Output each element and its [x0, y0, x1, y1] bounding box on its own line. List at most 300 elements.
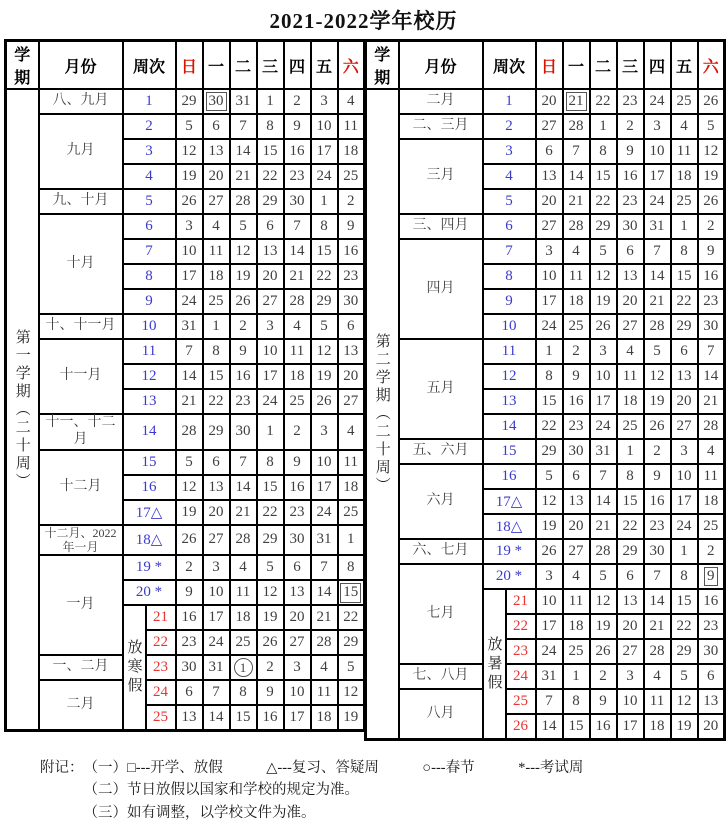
day-cell: 10: [536, 589, 563, 614]
day-cell: 31: [590, 439, 617, 464]
day-cell: 19: [590, 614, 617, 639]
month-cell: 六月: [399, 464, 483, 539]
day-cell: 11: [563, 589, 590, 614]
week-number: 24: [506, 664, 536, 689]
month-cell: 二、三月: [399, 114, 483, 139]
day-cell: 7: [311, 555, 338, 580]
day-cell: 8: [671, 564, 698, 589]
day-cell: 22: [311, 264, 338, 289]
week-number: 2: [483, 114, 536, 139]
day-cell: 1: [671, 539, 698, 564]
week-number: 23: [506, 639, 536, 664]
day-cell: 8: [536, 364, 563, 389]
day-cell: 20: [671, 389, 698, 414]
day-cell: 13: [536, 164, 563, 189]
day-cell: 29: [617, 539, 644, 564]
day-cell: 24: [644, 189, 671, 214]
day-cell: 30: [698, 639, 725, 664]
day-cell: 4: [338, 414, 365, 450]
day-cell: 12: [698, 139, 725, 164]
day-cell: 15: [257, 139, 284, 164]
day-cell: 17: [203, 605, 230, 630]
day-cell: 26: [536, 539, 563, 564]
day-cell: 12: [257, 580, 284, 605]
day-cell: 14: [284, 239, 311, 264]
day-cell: 18: [671, 164, 698, 189]
day-cell: 24: [671, 514, 698, 539]
header-semester: 学期: [366, 41, 399, 90]
day-cell: 1: [590, 114, 617, 139]
day-cell: 10: [257, 339, 284, 364]
day-cell: 19: [671, 714, 698, 740]
month-cell: 七月: [399, 564, 483, 664]
day-cell: 28: [698, 414, 725, 439]
day-cell: 3: [176, 214, 203, 239]
semester-label: 第一学期（二十周）: [6, 89, 39, 731]
day-cell: 20: [563, 514, 590, 539]
day-cell: 4: [671, 114, 698, 139]
day-cell: 22: [590, 89, 617, 114]
day-cell: 28: [644, 639, 671, 664]
day-cell: 19: [698, 164, 725, 189]
day-cell: 23: [563, 414, 590, 439]
day-cell: 14: [644, 589, 671, 614]
box-marker: 21: [566, 92, 587, 111]
page-title: 2021-2022学年校历: [269, 9, 458, 33]
day-cell: 28: [284, 289, 311, 314]
day-cell: 23: [230, 389, 257, 414]
day-cell: 16: [590, 714, 617, 740]
day-cell: 25: [203, 289, 230, 314]
day-cell: 9: [230, 339, 257, 364]
week-number: 16: [123, 475, 176, 500]
day-cell: 3: [536, 239, 563, 264]
day-cell: 28: [230, 189, 257, 214]
day-cell: 12: [644, 364, 671, 389]
day-cell: 14: [563, 164, 590, 189]
header-day-0: 日: [176, 41, 203, 90]
day-cell: 2: [338, 189, 365, 214]
month-cell: 二月: [39, 680, 123, 731]
header-day-3: 三: [257, 41, 284, 90]
day-cell: 29: [536, 439, 563, 464]
month-cell: 四月: [399, 239, 483, 339]
day-cell: 30: [284, 189, 311, 214]
day-cell: 24: [644, 89, 671, 114]
day-cell: 5: [536, 464, 563, 489]
header-day-3: 三: [617, 41, 644, 90]
day-cell: 28: [590, 539, 617, 564]
day-cell: 21: [590, 514, 617, 539]
day-cell: 13: [203, 475, 230, 500]
day-cell: [230, 655, 257, 680]
day-cell: 29: [257, 189, 284, 214]
week-number: 3: [123, 139, 176, 164]
header-day-4: 四: [284, 41, 311, 90]
day-cell: 20: [536, 89, 563, 114]
day-cell: 18: [698, 489, 725, 514]
note-line-2: （二）节日放假以国家和学校的规定为准。: [83, 782, 359, 799]
day-cell: 6: [671, 339, 698, 364]
week-number: 1: [483, 89, 536, 114]
day-cell: 15: [230, 705, 257, 731]
day-cell: 4: [617, 339, 644, 364]
day-cell: 18: [284, 364, 311, 389]
day-cell: 27: [617, 639, 644, 664]
day-cell: 5: [257, 555, 284, 580]
day-cell: 17: [644, 164, 671, 189]
week-number: 24: [146, 680, 176, 705]
day-cell: 17: [617, 714, 644, 740]
day-cell: 25: [563, 314, 590, 339]
week-number: 20 *: [483, 564, 536, 589]
week-number: 10: [483, 314, 536, 339]
day-cell: 22: [203, 389, 230, 414]
day-cell: 6: [284, 555, 311, 580]
day-cell: 17: [671, 489, 698, 514]
day-cell: 17: [536, 289, 563, 314]
day-cell: 14: [230, 139, 257, 164]
day-cell: 1: [311, 189, 338, 214]
day-cell: 28: [563, 114, 590, 139]
day-cell: 10: [536, 264, 563, 289]
day-cell: 15: [671, 264, 698, 289]
day-cell: 21: [311, 605, 338, 630]
day-cell: 13: [257, 239, 284, 264]
month-cell: 十一月: [39, 339, 123, 414]
week-number: 21: [506, 589, 536, 614]
day-cell: 20: [617, 614, 644, 639]
day-cell: 1: [617, 439, 644, 464]
day-cell: 15: [311, 239, 338, 264]
day-cell: 4: [230, 555, 257, 580]
header-day-5: 五: [311, 41, 338, 90]
day-cell: 22: [257, 500, 284, 525]
day-cell: 20: [257, 264, 284, 289]
day-cell: 8: [203, 339, 230, 364]
day-cell: 9: [257, 680, 284, 705]
day-cell: 16: [284, 139, 311, 164]
day-cell: 22: [536, 414, 563, 439]
day-cell: 21: [230, 164, 257, 189]
day-cell: 26: [176, 525, 203, 556]
header-month: 月份: [399, 41, 483, 90]
day-cell: 3: [617, 664, 644, 689]
day-cell: 10: [311, 450, 338, 475]
day-cell: 24: [311, 164, 338, 189]
day-cell: 14: [590, 489, 617, 514]
day-cell: 5: [176, 114, 203, 139]
day-cell: 9: [590, 689, 617, 714]
day-cell: 23: [284, 500, 311, 525]
header-month: 月份: [39, 41, 123, 90]
day-cell: 22: [671, 289, 698, 314]
day-cell: 19: [338, 705, 365, 731]
month-cell: 十二月: [39, 450, 123, 525]
day-cell: 19: [536, 514, 563, 539]
day-cell: 11: [311, 680, 338, 705]
day-cell: 23: [338, 264, 365, 289]
day-cell: 20: [203, 164, 230, 189]
day-cell: 21: [284, 264, 311, 289]
header-day-1: 一: [203, 41, 230, 90]
day-cell: 12: [338, 680, 365, 705]
day-cell: 2: [257, 655, 284, 680]
day-cell: 7: [536, 689, 563, 714]
day-cell: 2: [698, 539, 725, 564]
day-cell: 2: [284, 414, 311, 450]
day-cell: 2: [698, 214, 725, 239]
holiday-label: 放寒假: [123, 605, 146, 731]
week-number: 25: [506, 689, 536, 714]
day-cell: 27: [203, 189, 230, 214]
month-cell: 九、十月: [39, 189, 123, 214]
day-cell: 16: [617, 164, 644, 189]
day-cell: 12: [176, 475, 203, 500]
day-cell: 23: [617, 89, 644, 114]
week-number: 18△: [123, 525, 176, 556]
day-cell: 4: [563, 564, 590, 589]
day-cell: 20: [203, 500, 230, 525]
day-cell: 19: [176, 500, 203, 525]
day-cell: 14: [644, 264, 671, 289]
day-cell: 7: [644, 564, 671, 589]
day-cell: 20: [338, 364, 365, 389]
day-cell: 29: [311, 289, 338, 314]
day-cell: 15: [203, 364, 230, 389]
day-cell: 27: [617, 314, 644, 339]
week-number: 16: [483, 464, 536, 489]
day-cell: 13: [176, 705, 203, 731]
day-cell: 2: [563, 339, 590, 364]
day-cell: 18: [230, 605, 257, 630]
week-number: 9: [483, 289, 536, 314]
day-cell: 10: [284, 680, 311, 705]
day-cell: 27: [563, 539, 590, 564]
day-cell: 6: [563, 464, 590, 489]
day-cell: 1: [671, 214, 698, 239]
day-cell: 6: [203, 450, 230, 475]
day-cell: 31: [644, 214, 671, 239]
day-cell: 22: [257, 164, 284, 189]
day-cell: 22: [617, 514, 644, 539]
week-number: 14: [483, 414, 536, 439]
day-cell: 7: [203, 680, 230, 705]
day-cell: 11: [671, 139, 698, 164]
day-cell: 26: [176, 189, 203, 214]
day-cell: 14: [536, 714, 563, 740]
box-marker: 30: [206, 92, 227, 111]
semester-2-table: [364, 39, 726, 741]
day-cell: 2: [230, 314, 257, 339]
day-cell: 28: [644, 314, 671, 339]
month-cell: 九月: [39, 114, 123, 189]
day-cell: 7: [284, 214, 311, 239]
day-cell: 19: [590, 289, 617, 314]
day-cell: 28: [176, 414, 203, 450]
day-cell: 16: [284, 475, 311, 500]
day-cell: 12: [590, 589, 617, 614]
day-cell: 3: [284, 655, 311, 680]
day-cell: 11: [203, 239, 230, 264]
day-cell: 18: [563, 614, 590, 639]
day-cell: 2: [284, 89, 311, 114]
day-cell: 25: [230, 630, 257, 655]
day-cell: 7: [698, 339, 725, 364]
day-cell: 15: [617, 489, 644, 514]
month-cell: 五月: [399, 339, 483, 439]
week-number: 19 *: [483, 539, 536, 564]
day-cell: 31: [203, 655, 230, 680]
day-cell: 1: [203, 314, 230, 339]
day-cell: 7: [230, 114, 257, 139]
academic-calendar-page: [0, 5, 727, 824]
day-cell: 6: [536, 139, 563, 164]
day-cell: 25: [617, 414, 644, 439]
day-cell: 4: [311, 655, 338, 680]
day-cell: 9: [698, 239, 725, 264]
day-cell: 5: [671, 664, 698, 689]
day-cell: 8: [590, 139, 617, 164]
day-cell: 8: [617, 464, 644, 489]
day-cell: 16: [338, 239, 365, 264]
day-cell: 22: [338, 605, 365, 630]
day-cell: 3: [311, 89, 338, 114]
week-number: 11: [123, 339, 176, 364]
day-cell: 8: [257, 450, 284, 475]
week-number: 5: [483, 189, 536, 214]
day-cell: 19: [230, 264, 257, 289]
day-cell: 4: [698, 439, 725, 464]
day-cell: 24: [203, 630, 230, 655]
day-cell: 31: [311, 525, 338, 556]
day-cell: 8: [338, 555, 365, 580]
day-cell: 17: [311, 475, 338, 500]
day-cell: 6: [257, 214, 284, 239]
day-cell: 6: [617, 564, 644, 589]
header-week: 周次: [483, 41, 536, 90]
day-cell: 8: [311, 214, 338, 239]
day-cell: 5: [230, 214, 257, 239]
box-marker: 15: [340, 583, 361, 602]
day-cell: 13: [671, 364, 698, 389]
day-cell: 11: [338, 114, 365, 139]
day-cell: 29: [203, 414, 230, 450]
day-cell: 23: [644, 514, 671, 539]
day-cell: 2: [176, 555, 203, 580]
day-cell: 3: [644, 114, 671, 139]
week-number: 10: [123, 314, 176, 339]
day-cell: 21: [644, 289, 671, 314]
day-cell: 21: [176, 389, 203, 414]
day-cell: 5: [338, 655, 365, 680]
day-cell: 21: [698, 389, 725, 414]
day-cell: 10: [617, 689, 644, 714]
day-cell: 11: [563, 264, 590, 289]
day-cell: 16: [644, 489, 671, 514]
week-number: 23: [146, 655, 176, 680]
day-cell: 23: [284, 164, 311, 189]
day-cell: 1: [563, 664, 590, 689]
day-cell: 5: [311, 314, 338, 339]
header-day-6: 六: [338, 41, 365, 90]
day-cell: 15: [563, 714, 590, 740]
notes: [40, 757, 727, 824]
semester-label: 第二学期（二十周）: [366, 89, 399, 740]
day-cell: 3: [590, 339, 617, 364]
day-cell: 4: [644, 664, 671, 689]
day-cell: 23: [176, 630, 203, 655]
week-number: 2: [123, 114, 176, 139]
day-cell: [203, 89, 230, 114]
day-cell: 17: [590, 389, 617, 414]
day-cell: 18: [563, 289, 590, 314]
day-cell: 11: [230, 580, 257, 605]
day-cell: 4: [338, 89, 365, 114]
day-cell: 18: [644, 714, 671, 740]
day-cell: 16: [230, 364, 257, 389]
day-cell: 3: [203, 555, 230, 580]
day-cell: 13: [338, 339, 365, 364]
day-cell: 12: [230, 239, 257, 264]
note-line-3: （三）如有调整，以学校文件为准。: [83, 804, 316, 821]
week-number: 7: [483, 239, 536, 264]
week-number: 8: [123, 264, 176, 289]
day-cell: 18: [617, 389, 644, 414]
week-number: 14: [123, 414, 176, 450]
day-cell: 26: [698, 89, 725, 114]
day-cell: 27: [671, 414, 698, 439]
day-cell: 8: [230, 680, 257, 705]
day-cell: 16: [698, 589, 725, 614]
day-cell: 10: [671, 464, 698, 489]
day-cell: 14: [203, 705, 230, 731]
day-cell: 9: [284, 450, 311, 475]
week-number: 15: [483, 439, 536, 464]
day-cell: 18: [338, 475, 365, 500]
day-cell: 10: [644, 139, 671, 164]
day-cell: 18: [203, 264, 230, 289]
month-cell: 二月: [399, 89, 483, 114]
day-cell: 23: [698, 614, 725, 639]
day-cell: 20: [698, 714, 725, 740]
day-cell: 17: [176, 264, 203, 289]
week-number: 9: [123, 289, 176, 314]
day-cell: 20: [536, 189, 563, 214]
day-cell: 13: [698, 689, 725, 714]
week-number: 12: [123, 364, 176, 389]
day-cell: 5: [590, 239, 617, 264]
day-cell: 21: [230, 500, 257, 525]
week-number: 26: [506, 714, 536, 740]
day-cell: 30: [176, 655, 203, 680]
day-cell: 5: [698, 114, 725, 139]
day-cell: 29: [338, 630, 365, 655]
day-cell: 14: [230, 475, 257, 500]
day-cell: 6: [617, 239, 644, 264]
header-day-6: 六: [698, 41, 725, 90]
month-cell: 五、六月: [399, 439, 483, 464]
day-cell: 16: [563, 389, 590, 414]
day-cell: 24: [536, 639, 563, 664]
day-cell: 24: [536, 314, 563, 339]
day-cell: 27: [338, 389, 365, 414]
week-number: 8: [483, 264, 536, 289]
week-number: 13: [123, 389, 176, 414]
day-cell: 13: [563, 489, 590, 514]
day-cell: 27: [284, 630, 311, 655]
day-cell: 8: [563, 689, 590, 714]
